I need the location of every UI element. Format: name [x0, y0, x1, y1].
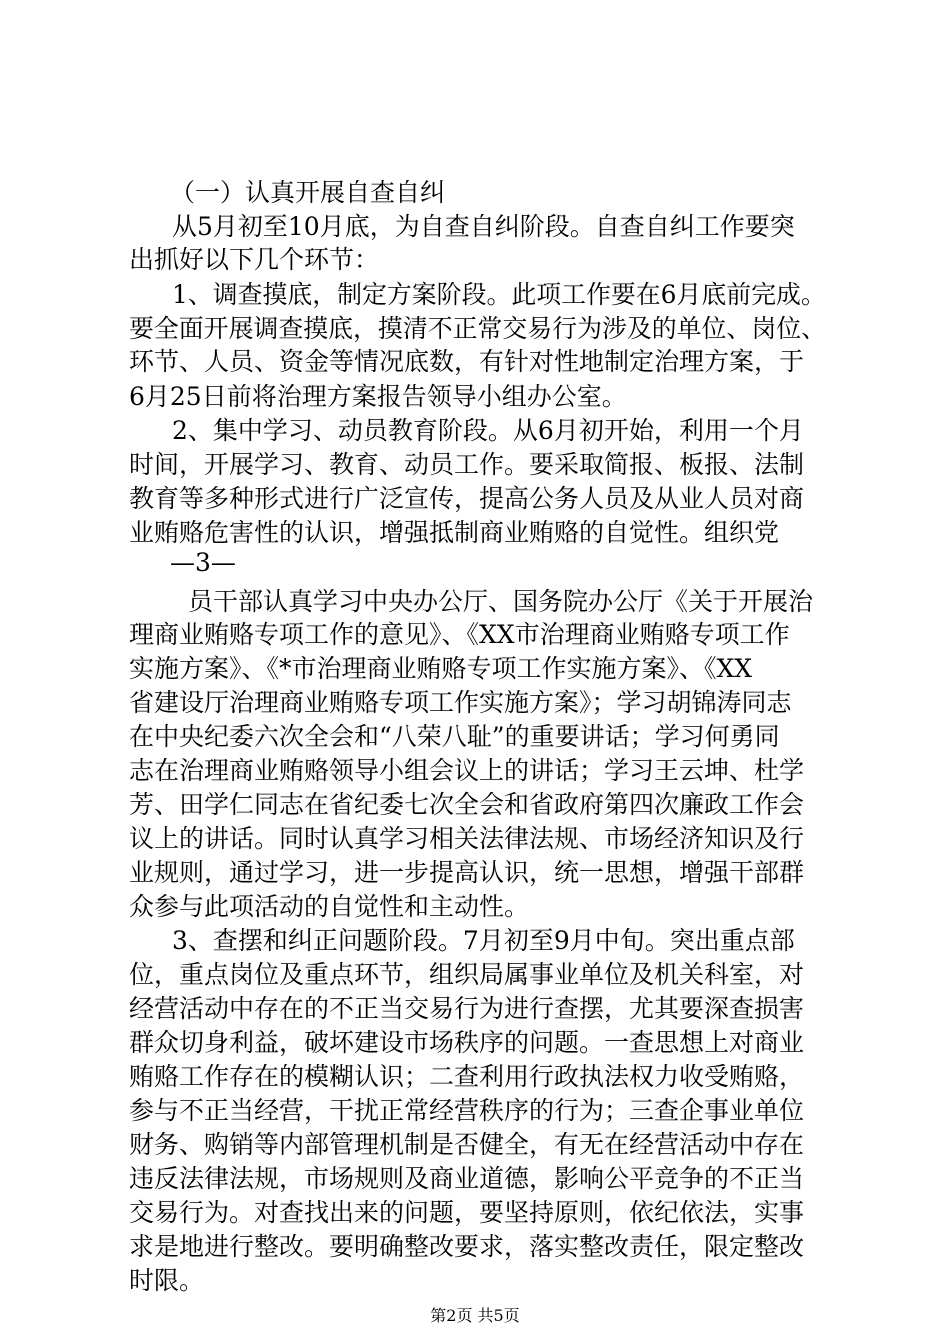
paragraph-line: 交易行为。对查找出来的问题，要坚持原则，依纪依法，实事 [129, 1198, 805, 1227]
paragraph-line: 教育等多种形式进行广泛宣传，提高公务人员及从业人员对商 [129, 484, 805, 513]
paragraph-line: 6月25日前将治理方案报告领导小组办公室。 [129, 382, 627, 411]
paragraph-line: 理商业贿赂专项工作的意见》、《XX市治理商业贿赂专项工作 [129, 620, 790, 649]
paragraph-line: 从5月初至10月底，为自查自纠阶段。自查自纠工作要突 [172, 212, 795, 241]
paragraph-line: 财务、购销等内部管理机制是否健全，有无在经营活动中存在 [129, 1130, 805, 1159]
paragraph-line: 实施方案》、《*市治理商业贿赂专项工作实施方案》、《XX [129, 654, 753, 683]
paragraph-line: 3、查摆和纠正问题阶段。7月初至9月中旬。突出重点部 [172, 926, 795, 955]
page-footer: 第2页 共5页 [430, 1306, 520, 1325]
paragraph-line: 众参与此项活动的自觉性和主动性。 [129, 892, 530, 921]
paragraph-line: 求是地进行整改。要明确整改要求，落实整改责任，限定整改 [129, 1232, 805, 1261]
paragraph-line: 出抓好以下几个环节： [129, 245, 380, 274]
paragraph-line: 时限。 [129, 1266, 205, 1295]
inline-page-number: —3— [170, 548, 236, 577]
paragraph-line: 贿赂工作存在的模糊认识；二查利用行政执法权力收受贿赂， [129, 1062, 805, 1091]
paragraph-line: 1、调查摸底，制定方案阶段。此项工作要在6月底前完成。 [172, 280, 826, 309]
paragraph-line: 环节、人员、资金等情况底数，有针对性地制定治理方案，于 [129, 347, 805, 376]
paragraph-line: 违反法律法规，市场规则及商业道德，影响公平竞争的不正当 [129, 1164, 805, 1193]
paragraph-line: 芳、田学仁同志在省纪委七次全会和省政府第四次廉政工作会 [129, 790, 805, 819]
paragraph-line: 员干部认真学习中央办公厅、国务院办公厅《关于开展治 [188, 587, 814, 616]
paragraph-line: 省建设厅治理商业贿赂专项工作实施方案》；学习胡锦涛同志 [129, 688, 792, 717]
paragraph-line: 2、集中学习、动员教育阶段。从6月初开始，利用一个月 [172, 416, 804, 445]
paragraph-line: 志在治理商业贿赂领导小组会议上的讲话；学习王云坤、杜学 [129, 756, 805, 785]
paragraph-line: 要全面开展调查摸底，摸清不正常交易行为涉及的单位、岗位、 [129, 314, 827, 343]
paragraph-line: 位，重点岗位及重点环节，组织局属事业单位及机关科室，对 [129, 960, 805, 989]
paragraph-line: 在中央纪委六次全会和“八荣八耻”的重要讲话；学习何勇同 [129, 722, 780, 751]
section-heading: （一）认真开展自查自纠 [170, 178, 446, 207]
paragraph-line: 业规则，通过学习，进一步提高认识，统一思想，增强干部群 [129, 858, 805, 887]
paragraph-line: 议上的讲话。同时认真学习相关法律法规、市场经济知识及行 [129, 824, 805, 853]
paragraph-line: 群众切身利益，破坏建设市场秩序的问题。一查思想上对商业 [129, 1028, 805, 1057]
paragraph-line: 业贿赂危害性的认识，增强抵制商业贿赂的自觉性。组织党 [129, 518, 780, 547]
paragraph-line: 参与不正当经营，干扰正常经营秩序的行为；三查企事业单位 [129, 1096, 805, 1125]
paragraph-line: 时间，开展学习、教育、动员工作。要采取简报、板报、法制 [129, 450, 805, 479]
paragraph-line: 经营活动中存在的不正当交易行为进行查摆，尤其要深查损害 [129, 994, 805, 1023]
